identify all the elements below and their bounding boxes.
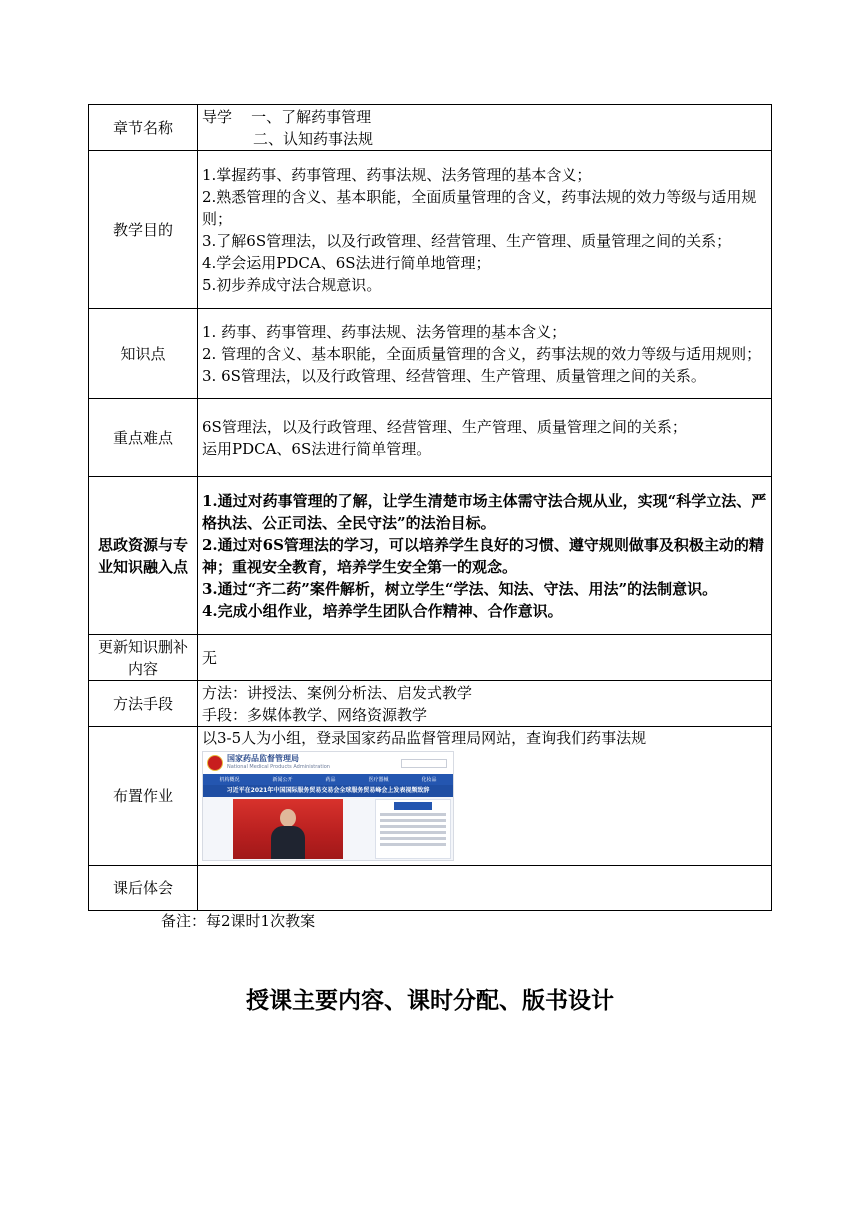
table-row: [89, 399, 772, 477]
person-head: [280, 809, 296, 827]
lesson-plan-table: [88, 104, 772, 911]
sidebar-line: [380, 825, 446, 828]
sidebar-line: [380, 831, 446, 834]
table-row: [89, 681, 772, 727]
ideology-line: 4.完成小组作业，培养学生团队合作精神、合作意识。: [202, 601, 563, 620]
row-label-objectives: 教学目的: [89, 151, 198, 309]
table-row: [89, 151, 772, 309]
row-label-update: 更新知识删补内容: [89, 635, 198, 681]
key-point-line: 6S管理法，以及行政管理、经营管理、生产管理、质量管理之间的关系；: [202, 417, 687, 436]
site-nav-item: 医疗器械: [368, 776, 389, 783]
person-figure: [271, 809, 305, 859]
footnote: 备注：每2课时1次教案: [161, 912, 316, 930]
site-nav-item: 药品: [325, 776, 336, 783]
table-row: [89, 309, 772, 399]
ideology-line: 3.通过“齐二药”案件解析，树立学生“学法、知法、守法、用法”的法制意识。: [202, 579, 718, 598]
table-row: [89, 635, 772, 681]
update-cell: 无: [198, 635, 772, 681]
site-nav-item: 机构概况: [219, 776, 240, 783]
section-heading: 授课主要内容、课时分配、版书设计: [246, 988, 614, 1014]
ideology-line: 2.通过对6S管理法的学习，可以培养学生良好的习惯、遵守规则做事及积极主动的精神；重视安全教育，培养学生安全第一的观念。: [202, 535, 764, 576]
row-label-knowledge: 知识点: [89, 309, 198, 399]
objectives-cell: [198, 151, 772, 309]
objective-line: 1.掌握药事、药事管理、药事法规、法务管理的基本含义；: [202, 165, 592, 184]
method-line: 方法：讲授法、案例分析法、启发式教学: [202, 683, 473, 702]
sidebar-line: [380, 843, 446, 846]
chapter-item: 一、了解药事管理: [251, 107, 372, 126]
objective-line: 5.初步养成守法合规意识。: [202, 275, 382, 294]
sidebar-line: [380, 837, 446, 840]
method-line: 手段：多媒体教学、网络资源教学: [202, 705, 428, 724]
person-suit: [271, 826, 305, 859]
row-label-homework: 布置作业: [89, 727, 198, 866]
guide-prefix: 导学: [202, 107, 233, 126]
row-label-ideology: 思政资源与专业知识融入点: [89, 477, 198, 635]
website-screenshot: [202, 751, 454, 861]
search-box: [401, 759, 447, 768]
table-row: [89, 105, 772, 151]
reflection-cell: [198, 866, 772, 911]
chapter-cell: [198, 105, 772, 151]
site-nav-item: 化妆品: [421, 776, 437, 783]
knowledge-cell: [198, 309, 772, 399]
site-title-text: 国家药品监督管理局: [227, 754, 299, 763]
key-point-line: 运用PDCA、6S法进行简单管理。: [202, 439, 432, 458]
row-label-chapter: 章节名称: [89, 105, 198, 151]
ideology-line: 1.通过对药事管理的了解，让学生清楚市场主体需守法合规从业，实现“科学立法、严格执法、公正司法、全民守法”的法治目标。: [202, 491, 767, 532]
sidebar-line: [380, 813, 446, 816]
site-nav: [203, 774, 453, 785]
chapter-item: 二、认知药事法规: [253, 129, 374, 148]
row-label-reflection: 课后体会: [89, 866, 198, 911]
knowledge-line: 1. 药事、药事管理、药事法规、法务管理的基本含义；: [202, 322, 567, 341]
homework-cell: [198, 727, 772, 866]
ideology-cell: [198, 477, 772, 635]
row-label-key-points: 重点难点: [89, 399, 198, 477]
news-sidebar: [375, 799, 451, 859]
sidebar-line: [380, 819, 446, 822]
objective-line: 3.了解6S管理法，以及行政管理、经营管理、生产管理、质量管理之间的关系；: [202, 231, 732, 250]
site-subtitle: National Medical Products Administration: [227, 764, 330, 770]
table-row: [89, 866, 772, 911]
row-label-method: 方法手段: [89, 681, 198, 727]
site-banner: 习近平在2021年中国国际服务贸易交易会全球服务贸易峰会上发表视频致辞: [203, 785, 453, 797]
objective-line: 4.学会运用PDCA、6S法进行简单地管理；: [202, 253, 491, 272]
key-points-cell: [198, 399, 772, 477]
objective-line: 2.熟悉管理的含义、基本职能，全面质量管理的含义，药事法规的效力等级与适用规则；: [202, 187, 757, 228]
knowledge-line: 2. 管理的含义、基本职能，全面质量管理的含义，药事法规的效力等级与适用规则；: [202, 344, 762, 363]
portrait-photo: [233, 799, 343, 859]
knowledge-line: 3. 6S管理法，以及行政管理、经营管理、生产管理、质量管理之间的关系。: [202, 366, 706, 385]
table-row: [89, 727, 772, 866]
sidebar-header: [394, 802, 432, 810]
site-nav-item: 新闻公开: [272, 776, 293, 783]
method-cell: [198, 681, 772, 727]
table-row: [89, 477, 772, 635]
homework-text: 以3-5人为小组，登录国家药品监督管理局网站，查询我们药事法规: [202, 729, 647, 747]
